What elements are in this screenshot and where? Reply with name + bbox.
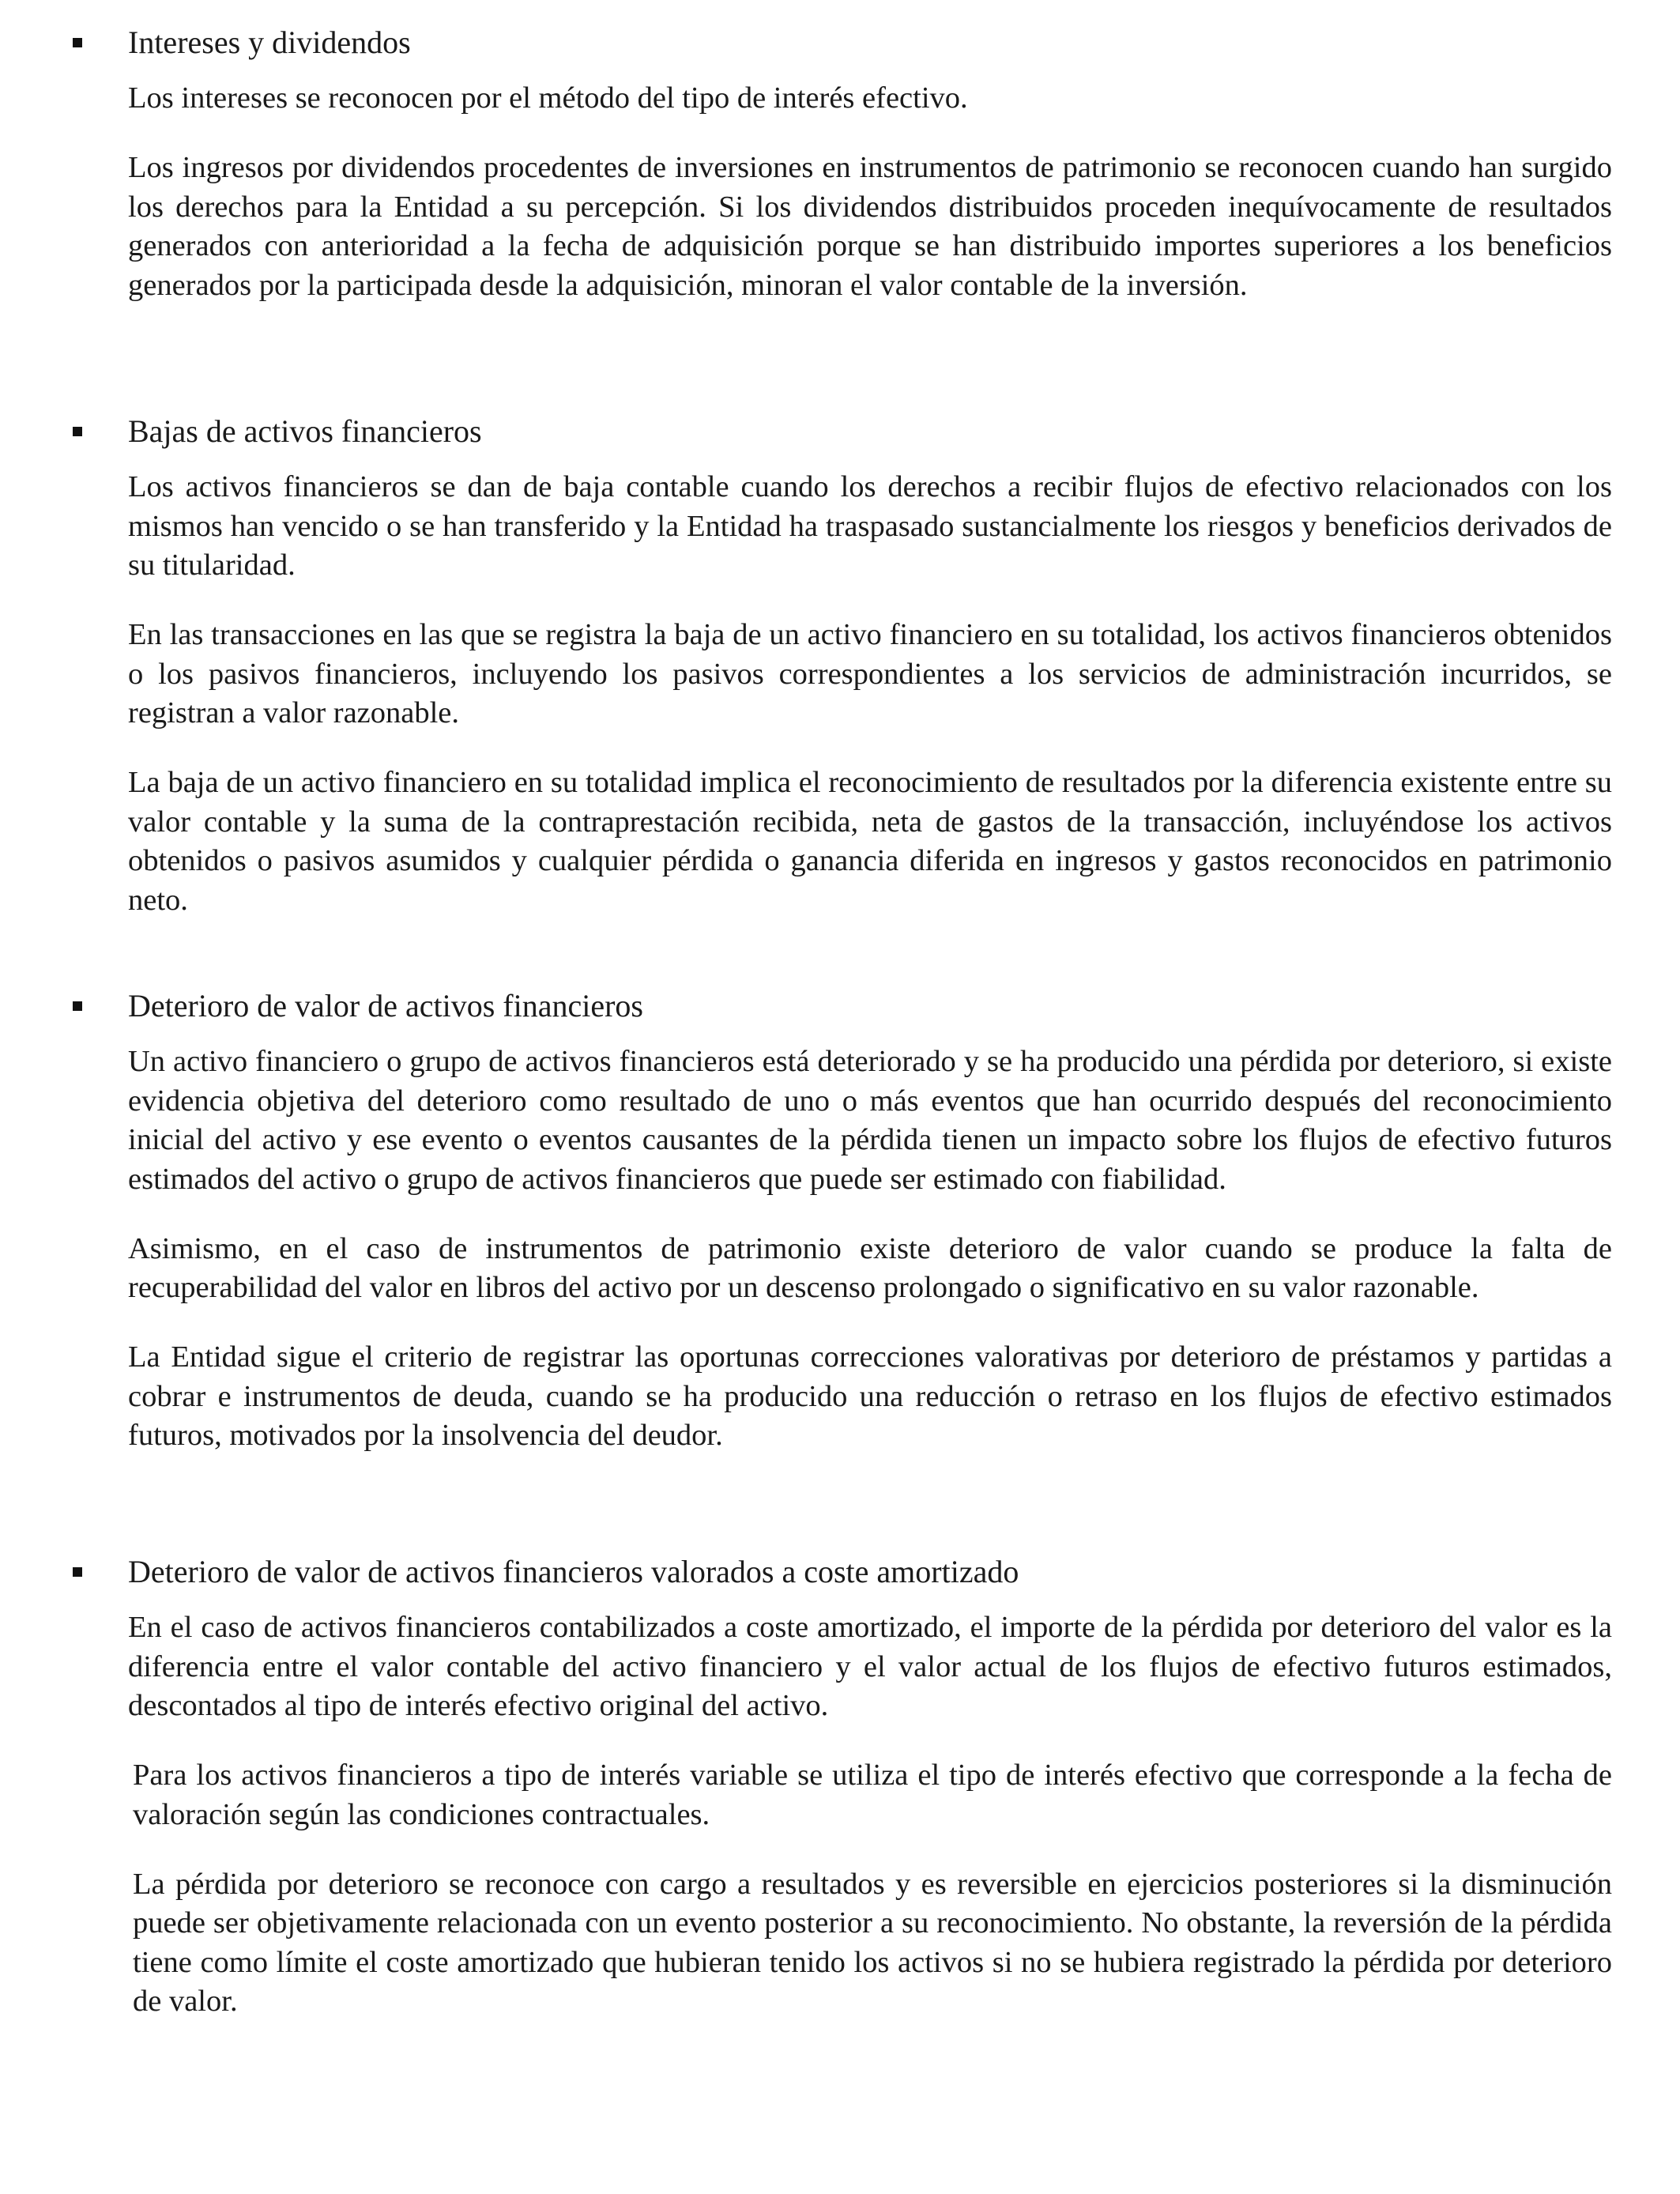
- paragraph: Para los activos financieros a tipo de interés variable se utiliza el tipo de interés efectivo que corresponde a la fecha de valoración según las condiciones contractuales.: [133, 1759, 1612, 1831]
- section-heading-row: [0, 21, 1680, 65]
- square-bullet-icon: [73, 1567, 82, 1577]
- paragraph: Asimismo, en el caso de instrumentos de patrimonio existe deterioro de valor cuando se produce la falta de recuperabilidad del valor en libros del activo por un descenso prolongado o significativo en su valor razonable.: [128, 1231, 1612, 1304]
- section-intereses-dividendos: [0, 21, 1680, 336]
- square-bullet-icon: [73, 1001, 82, 1011]
- section-deterioro-coste-amortizado: [0, 1550, 1680, 2052]
- paragraph: La Entidad sigue el criterio de registrar las oportunas correcciones valorativas por deterioro de préstamos y partidas a cobrar e instrumentos de deuda, cuando se ha producido una reducción o retraso en los flujos de efectivo estimados futuros, motivados por la insolvencia del deudor.: [128, 1340, 1612, 1452]
- paragraph: Los ingresos por dividendos procedentes de inversiones en instrumentos de patrimonio se reconocen cuando han surgido los derechos para la Entidad a su percepción. Si los dividendos distribuidos proceden inequívocamente de resultados generados con anterioridad a la fecha de adquisición porque se han distribuido importes superiores a los beneficios generados por la participada desde la adquisición, minoran el valor contable de la inversión.: [128, 151, 1612, 302]
- section-heading: Deterioro de valor de activos financieros: [128, 988, 643, 1023]
- section-heading: Bajas de activos financieros: [128, 413, 482, 449]
- section-heading: Deterioro de valor de activos financieros valorados a coste amortizado: [128, 1554, 1019, 1589]
- section-bajas-activos: [0, 409, 1680, 951]
- section-heading-row: [0, 984, 1680, 1028]
- paragraph: Los activos financieros se dan de baja contable cuando los derechos a recibir flujos de efectivo relacionados con los mismos han vencido o se han transferido y la Entidad ha traspasado sustancialmente los riesgos y beneficios derivados de su titularidad.: [128, 470, 1612, 582]
- section-heading-row: [0, 409, 1680, 454]
- paragraph: Un activo financiero o grupo de activos financieros está deteriorado y se ha producido una pérdida por deterioro, si existe evidencia objetiva del deterioro como resultado de uno o más eventos que han ocurrido después del reconocimiento inicial del activo y ese evento o eventos causantes de la pérdida tienen un impacto sobre los flujos de efectivo futuros estimados del activo o grupo de activos financieros que puede ser estimado con fiabilidad.: [128, 1045, 1612, 1196]
- section-heading: Intereses y dividendos: [128, 25, 411, 60]
- square-bullet-icon: [73, 38, 82, 47]
- paragraph: Los intereses se reconocen por el método del tipo de interés efectivo.: [128, 81, 968, 115]
- section-heading-row: [0, 1550, 1680, 1594]
- section-deterioro-valor: [0, 984, 1680, 1486]
- paragraph: La pérdida por deterioro se reconoce con cargo a resultados y es reversible en ejercicios posteriores si la disminución puede ser objetivamente relacionada con un evento posterior a su reconocimiento. No obstante, la reversión de la pérdida tiene como límite el coste amortizado que hubieran tenido los activos si no se hubiera registrado la pérdida por deterioro de valor.: [133, 1867, 1612, 2018]
- square-bullet-icon: [73, 427, 82, 436]
- paragraph: La baja de un activo financiero en su totalidad implica el reconocimiento de resultados por la diferencia existente entre su valor contable y la suma de la contraprestación recibida, neta de gastos de la transacción, incluyéndose los activos obtenidos o pasivos asumidos y cualquier pérdida o ganancia diferida en ingresos y gastos reconocidos en patrimonio neto.: [128, 766, 1612, 917]
- paragraph: En las transacciones en las que se registra la baja de un activo financiero en su totalidad, los activos financieros obtenidos o los pasivos financieros, incluyendo los pasivos correspondientes a los servicios de administración incurridos, se registran a valor razonable.: [128, 618, 1612, 729]
- paragraph: En el caso de activos financieros contabilizados a coste amortizado, el importe de la pérdida por deterioro del valor es la diferencia entre el valor contable del activo financiero y el valor actual de los flujos de efectivo futuros estimados, descontados al tipo de interés efectivo original del activo.: [128, 1611, 1612, 1722]
